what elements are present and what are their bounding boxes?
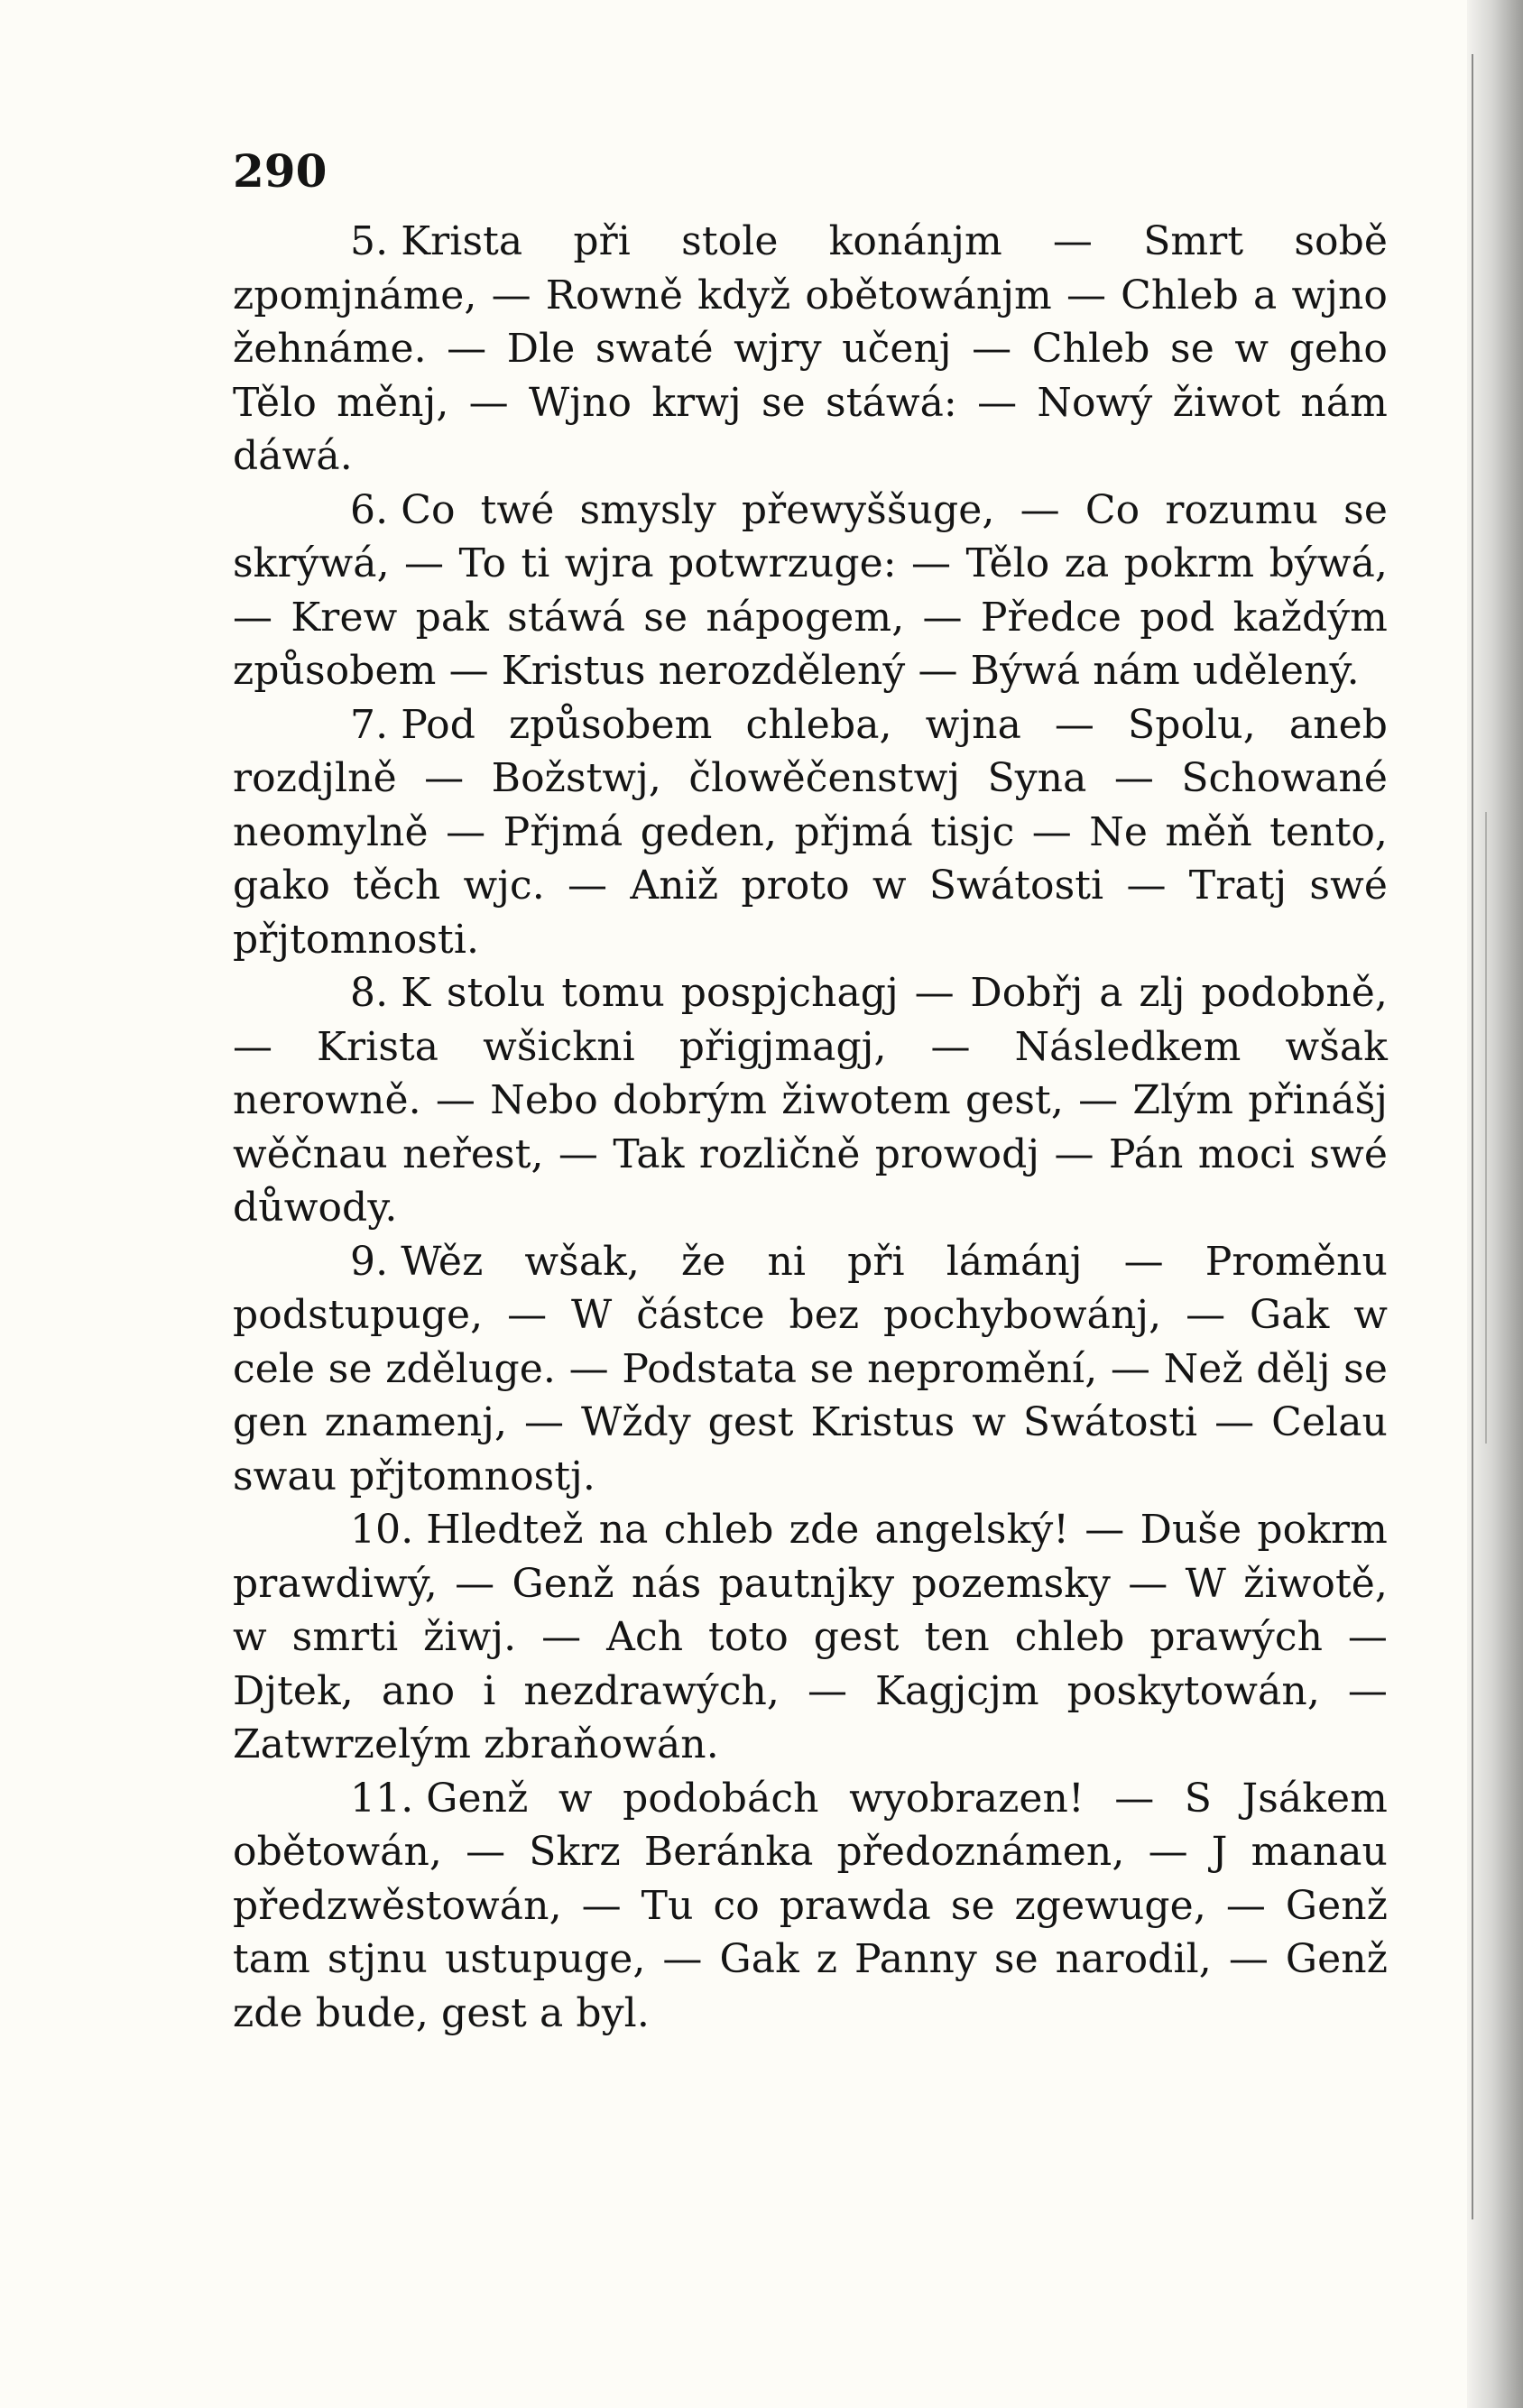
verse-text: Co twé smysly přewyššuge, — Co rozumu se skrýwá, — To ti wjra potwrzuge: — Tělo za pokrm býwá, — Krew pak stáwá se nápogem, — Předce pod každým způsobem — Kristus nerozdělený — Býwá nám udělený.: [233, 486, 1388, 694]
verse-number: 6.: [350, 486, 389, 533]
page-number: 290: [233, 144, 328, 198]
verse-9: [233, 1235, 1388, 1504]
verse-text: Hledtež na chleb zde angelský! — Duše pokrm prawdiwý, — Genž nás pautnjky pozemsky — W žiwotě, w smrti žiwj. — Ach toto gest ten chleb prawých — Djtek, ano i nezdrawých, — Kagjcjm poskytowán, — Zatwrzelým zbraňowán.: [233, 1507, 1388, 1767]
verse-number: 7.: [350, 701, 389, 748]
verse-text: Wěz wšak, že ni při lámánj — Proměnu podstupuge, — W částce bez pochybowánj, — Gak w cele se zděluge. — Podstata se nepromění, — Než dělj se gen znamenj, — Wždy gest Kristus w Swátosti — Celau swau přjtomnostj.: [233, 1238, 1388, 1499]
verse-number: 9.: [350, 1238, 389, 1285]
verse-text: Genž w podobách wyobrazen! — S Jsákem obětowán, — Skrz Beránka předoznámen, — J manau předzwěstowán, — Tu co prawda se zgewuge, — Genž tam stjnu ustupuge, — Gak z Panny se narodil, — Genž zde bude, gest a byl.: [233, 1775, 1388, 2036]
verse-text: Krista při stole konánjm — Smrt sobě zpomjnáme, — Rowně když obětowánjm — Chleb a wjno žehnáme. — Dle swaté wjry učenj — Chleb se w geho Tělo měnj, — Wjno krwj se stáwá: — Nowý žiwot nám dáwá.: [233, 218, 1388, 479]
verse-5: [233, 215, 1388, 484]
verse-text: K stolu tomu pospjchagj — Dobřj a zlj podobně, — Krista wšickni přigjmagj, — Následkem wšak nerowně. — Nebo dobrým žiwotem gest, — Zlým přinášj wěčnau neřest, — Tak rozličně prowodj — Pán moci swé důwody.: [233, 970, 1388, 1231]
verse-number: 8.: [350, 970, 389, 1016]
verse-11: [233, 1772, 1388, 2041]
scan-line-mark: [1485, 812, 1487, 1444]
scan-page-edge: [1467, 0, 1523, 2408]
verse-8: [233, 966, 1388, 1235]
scan-line-mark: [1472, 54, 1473, 2219]
verse-6: [233, 484, 1388, 698]
verse-text: Pod způsobem chleba, wjna — Spolu, aneb rozdjlně — Božstwj, člowěčenstwj Syna — Schowané neomylně — Přjmá geden, přjmá tisjc — Ne měň tento, gako těch wjc. — Aniž proto w Swátosti — Tratj swé přjtomnosti.: [233, 701, 1388, 963]
book-page: [233, 144, 1388, 2040]
verse-number: 5.: [350, 218, 389, 264]
verse-number: 11.: [350, 1775, 414, 1822]
verse-10: [233, 1503, 1388, 1772]
verse-number: 10.: [350, 1507, 414, 1553]
verse-7: [233, 698, 1388, 967]
